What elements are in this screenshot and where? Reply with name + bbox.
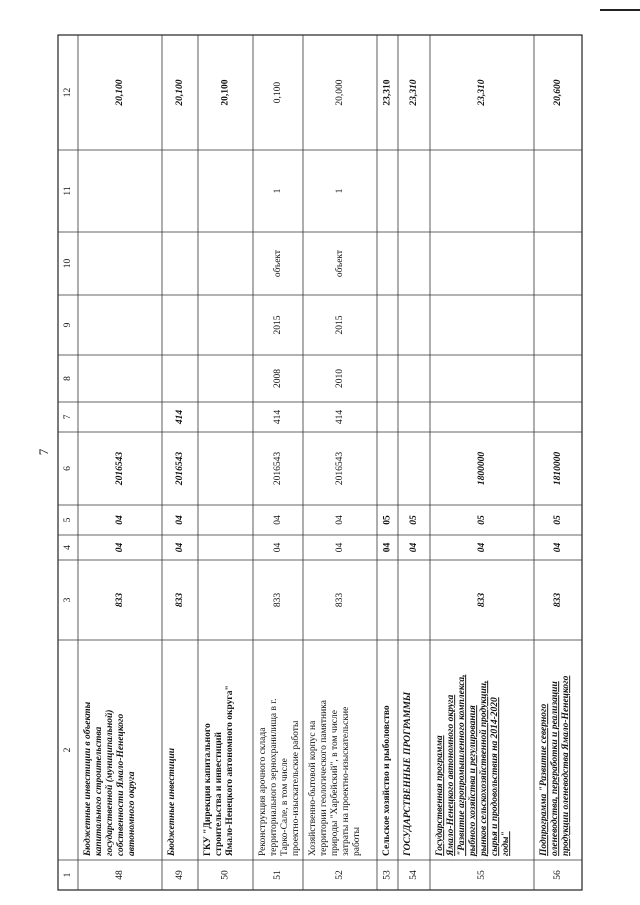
cell-value: 04 [273, 515, 284, 525]
header-cell: 9 [63, 322, 74, 328]
row-name: Сельское хозяйство и рыболовство [382, 705, 393, 856]
cell-value: 04 [175, 542, 186, 553]
header-cell: 2 [63, 747, 74, 753]
cell-value: 414 [335, 409, 346, 425]
header-cell: 7 [63, 414, 74, 420]
cell-value: 20,100 [115, 79, 126, 106]
header-cell: 8 [63, 376, 74, 381]
cell-value: 20,600 [553, 79, 564, 106]
row-name: государственной (муниципальной) [105, 709, 116, 856]
cell-value: 05 [409, 515, 420, 525]
row-name: строительства и инвестиций [214, 732, 225, 856]
row-name: оленеводства, переработки и реализации [550, 681, 561, 856]
header-cell: 4 [63, 545, 74, 550]
cell-value: 1 [335, 188, 346, 194]
cell-value: 20,000 [335, 79, 346, 106]
cell-value: 2016543 [115, 451, 126, 486]
cell-value: 23,310 [382, 79, 393, 106]
row-name: Хозяйственно-бытовой корпус на [308, 720, 319, 856]
cell-value: 04 [409, 542, 420, 553]
cell-value: 05 [382, 515, 393, 525]
header-cell: 12 [63, 87, 74, 98]
row-number: 54 [409, 870, 420, 880]
row-name: Ямало-Ненецкого автономного округа" [225, 685, 236, 856]
cell-value: 833 [273, 592, 284, 608]
header-cell: 3 [63, 597, 74, 603]
cell-value: 833 [115, 592, 126, 608]
cell-value: 05 [553, 515, 564, 525]
row-name: капитального строительства [94, 726, 105, 856]
row-name: рынков сельскохозяйственной продукции, [479, 680, 490, 856]
cell-value: 2016543 [175, 451, 186, 486]
row-name: территории геологического памятника [319, 700, 330, 856]
row-name: Ямало-Ненецкого автономного округа [446, 694, 457, 856]
cell-value: 04 [335, 542, 346, 553]
cell-value: 04 [382, 542, 393, 553]
header-cell: 10 [63, 258, 74, 269]
cell-value: 1 [273, 188, 284, 194]
cell-value: 04 [115, 542, 126, 553]
row-name: сырья и продовольствия на 2014-2020 [490, 697, 501, 856]
header-cell: 6 [63, 466, 74, 471]
page-number: 7 [36, 448, 51, 456]
row-number: 50 [220, 870, 231, 880]
row-name: Государственная программа [435, 735, 446, 856]
row-name: ГОСУДАРСТВЕННЫЕ ПРОГРАММЫ [403, 691, 414, 856]
row-name: "Развитие агропромышленного комплекса, [457, 674, 468, 856]
row-name: продукции оленеводства Ямало-Ненецкого [561, 675, 572, 856]
row-name: собственности Ямало-Ненецкого [116, 713, 127, 856]
cell-value: 2008 [273, 369, 284, 388]
header-cell: 11 [63, 186, 74, 196]
row-name: ГКУ "Дирекция капитального [203, 723, 214, 856]
cell-value: 2016543 [335, 451, 346, 486]
cell-value: 2010 [335, 369, 346, 388]
cell-value: 23,310 [477, 79, 488, 106]
cell-value: 04 [335, 515, 346, 525]
cell-value: 1810000 [553, 451, 564, 486]
row-name: годы" [501, 831, 512, 856]
cell-value: 04 [477, 542, 488, 553]
cell-value: 04 [273, 542, 284, 553]
row-name: Реконструкция арочного склада [258, 727, 269, 856]
cell-value: 04 [553, 542, 564, 553]
cell-value: 04 [175, 515, 186, 525]
row-name: природы "Харбейский", в том числе [330, 710, 341, 856]
cell-value: 833 [477, 592, 488, 608]
cell-value: 833 [335, 592, 346, 608]
row-number: 51 [273, 870, 284, 880]
row-number: 56 [553, 870, 564, 880]
row-number: 53 [382, 870, 393, 880]
cell-value: 20,100 [175, 79, 186, 106]
cell-value: 414 [175, 409, 186, 425]
row-number: 49 [175, 870, 186, 880]
row-name: Бюджетные инвестиции [167, 747, 178, 856]
row-name: Подпрограмма "Развитие северного [539, 703, 550, 856]
cell-value: 414 [273, 409, 284, 425]
row-name: автономного округа [127, 771, 138, 856]
cell-value: объект [335, 249, 346, 278]
cell-value: 2015 [273, 315, 284, 335]
row-number: 48 [115, 870, 126, 880]
row-name: проектно-изыскательские работы [291, 720, 302, 856]
row-name: затраты на проектно-изыскательские [341, 706, 352, 856]
cell-value: 2015 [335, 315, 346, 335]
row-name: Бюджетные инвестиции в объекты [83, 701, 94, 856]
header-cell: 5 [63, 517, 74, 523]
row-number: 55 [477, 870, 488, 880]
cell-value: 1800000 [477, 451, 488, 486]
row-number: 52 [335, 870, 346, 880]
header-cell: 1 [63, 872, 74, 878]
cell-value: 05 [477, 515, 488, 525]
cell-value: объект [273, 249, 284, 278]
row-name: работы [352, 827, 363, 856]
cell-value: 0,100 [273, 81, 284, 104]
row-name: территориального зернохранилища в г. [269, 698, 280, 856]
row-name: рыбного хозяйства и регулирования [468, 705, 479, 856]
cell-value: 833 [175, 592, 186, 608]
cell-value: 833 [553, 592, 564, 608]
cell-value: 23,310 [409, 79, 420, 106]
cell-value: 2016543 [273, 451, 284, 486]
row-name: Тарко-Сале, в том числе [280, 758, 291, 856]
cell-value: 04 [115, 515, 126, 525]
cell-value: 20,100 [220, 79, 231, 106]
